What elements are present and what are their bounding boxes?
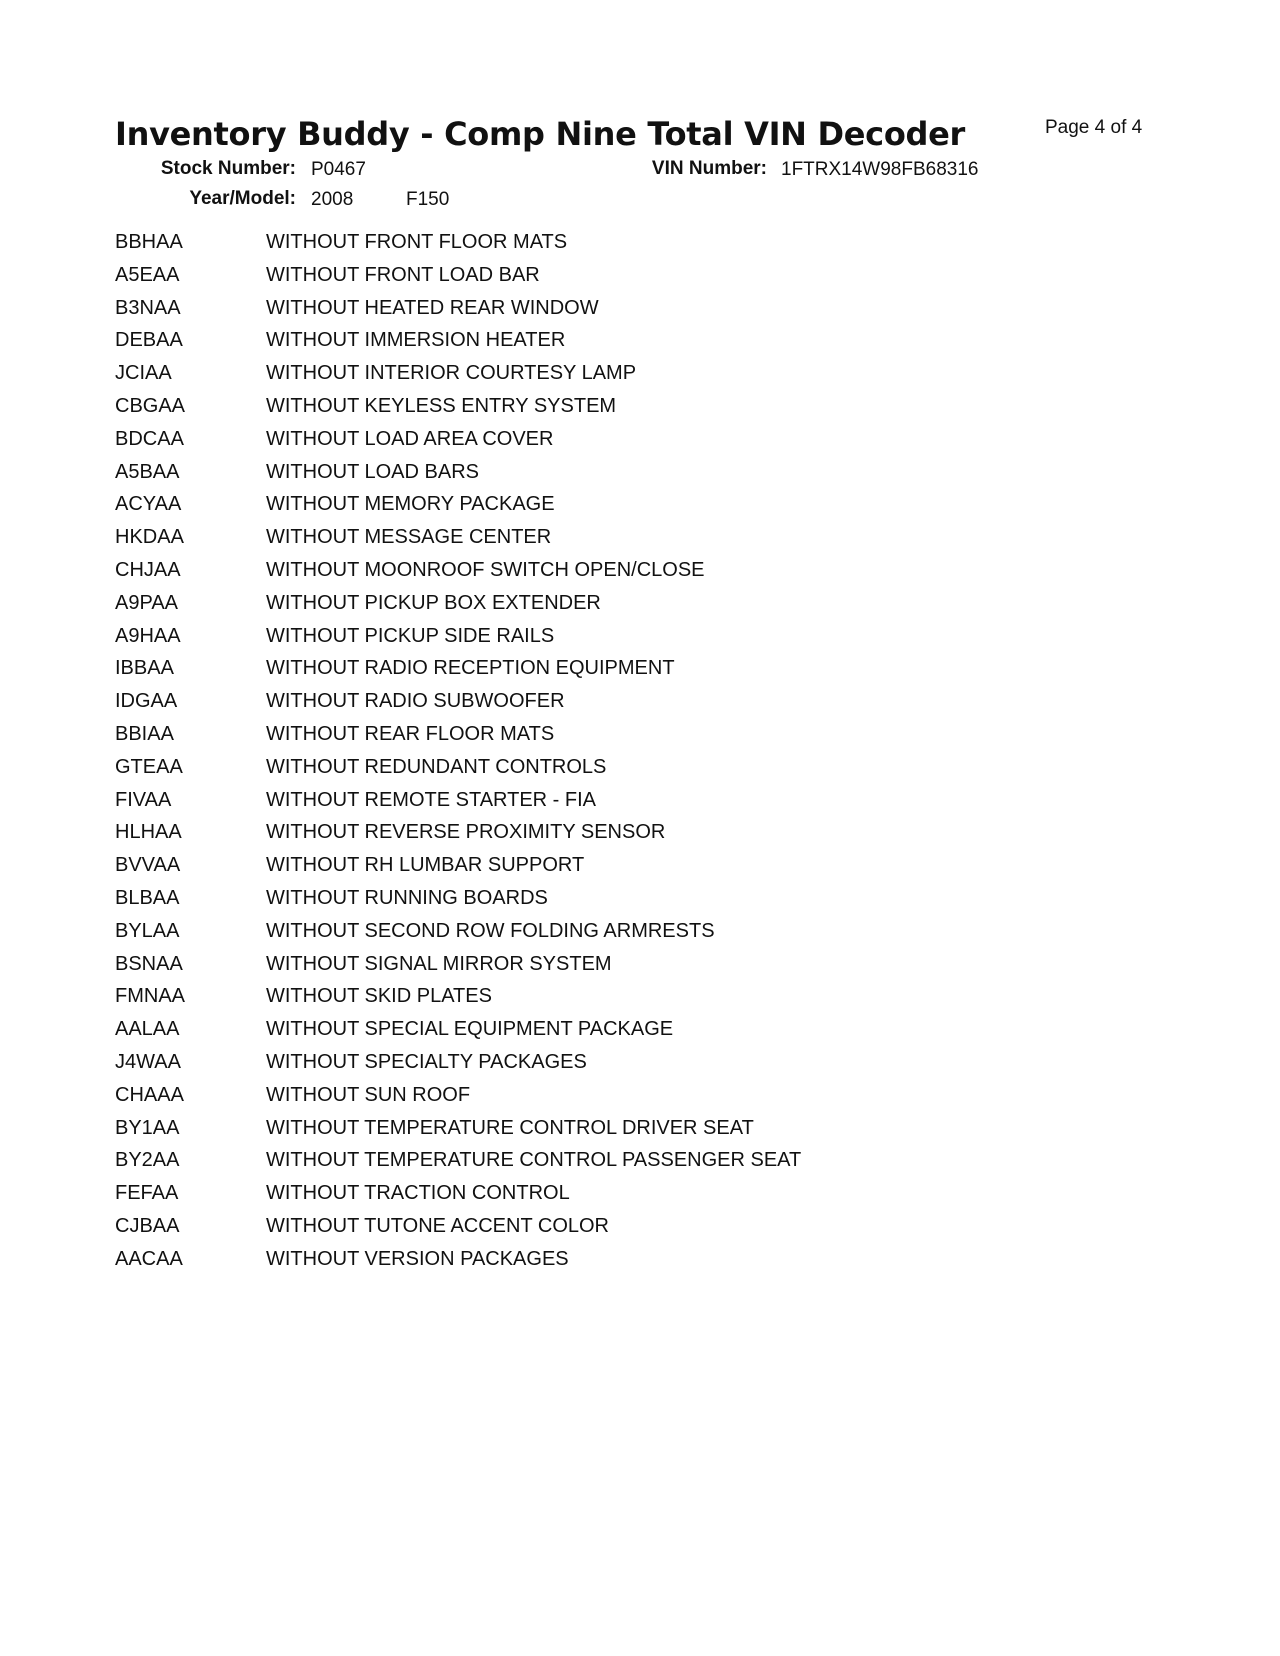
list-item — [115, 1050, 801, 1083]
list-item — [115, 624, 801, 657]
list-item — [115, 263, 801, 296]
option-description: WITHOUT RH LUMBAR SUPPORT — [266, 854, 585, 877]
list-item — [115, 1247, 801, 1280]
option-description: WITHOUT REAR FLOOR MATS — [266, 722, 555, 745]
option-code: ACYAA — [115, 493, 182, 516]
option-description: WITHOUT IMMERSION HEATER — [266, 329, 566, 352]
page-indicator: Page 4 of 4 — [1045, 117, 1143, 138]
year-model-label: Year/Model: — [189, 188, 296, 209]
list-item — [115, 361, 801, 394]
option-description: WITHOUT RADIO SUBWOOFER — [266, 690, 565, 713]
option-code: BYLAA — [115, 919, 180, 942]
option-code: J4WAA — [115, 1050, 181, 1073]
option-code: BDCAA — [115, 427, 184, 450]
option-description: WITHOUT RADIO RECEPTION EQUIPMENT — [266, 657, 675, 680]
stock-number-label: Stock Number: — [160, 158, 296, 179]
list-item — [115, 1083, 801, 1116]
option-description: WITHOUT LOAD AREA COVER — [266, 427, 554, 450]
list-item — [115, 984, 801, 1017]
list-item — [115, 230, 801, 263]
option-description: WITHOUT RUNNING BOARDS — [266, 886, 548, 909]
option-description: WITHOUT MEMORY PACKAGE — [266, 493, 555, 516]
option-description: WITHOUT SPECIAL EQUIPMENT PACKAGE — [266, 1018, 674, 1041]
option-description: WITHOUT MESSAGE CENTER — [266, 526, 552, 549]
option-code: BSNAA — [115, 952, 183, 975]
option-code: IBBAA — [115, 657, 174, 680]
option-code: IDGAA — [115, 690, 178, 713]
list-item — [115, 919, 801, 952]
option-description: WITHOUT SECOND ROW FOLDING ARMRESTS — [266, 919, 715, 942]
list-item — [115, 656, 801, 689]
option-code: HLHAA — [115, 821, 182, 844]
option-code: BLBAA — [115, 886, 180, 909]
list-item — [115, 1116, 801, 1149]
list-item — [115, 1148, 801, 1181]
vin-label: VIN Number: — [651, 158, 767, 179]
option-code: AALAA — [115, 1018, 180, 1041]
option-description: WITHOUT REMOTE STARTER - FIA — [266, 788, 596, 811]
list-item — [115, 886, 801, 919]
option-description: WITHOUT SKID PLATES — [266, 985, 492, 1008]
option-code: A9HAA — [115, 624, 181, 647]
list-item — [115, 591, 801, 624]
option-description: WITHOUT HEATED REAR WINDOW — [266, 296, 599, 319]
list-item — [115, 722, 801, 755]
option-code: BBHAA — [115, 231, 183, 253]
option-code: AACAA — [115, 1247, 183, 1270]
option-description: WITHOUT SUN ROOF — [266, 1083, 471, 1106]
list-item — [115, 1181, 801, 1214]
option-code: A9PAA — [115, 591, 178, 614]
list-item — [115, 394, 801, 427]
list-item — [115, 689, 801, 722]
option-description: WITHOUT TEMPERATURE CONTROL DRIVER SEAT — [266, 1116, 754, 1139]
option-code: CHAAA — [115, 1083, 184, 1106]
list-item — [115, 755, 801, 788]
option-code: BY2AA — [115, 1149, 180, 1172]
option-code: BVVAA — [115, 854, 181, 877]
option-description: WITHOUT FRONT FLOOR MATS — [266, 231, 568, 253]
option-code: HKDAA — [115, 526, 184, 549]
option-description: WITHOUT SIGNAL MIRROR SYSTEM — [266, 952, 612, 975]
option-description: WITHOUT INTERIOR COURTESY LAMP — [266, 362, 637, 385]
option-code: A5BAA — [115, 460, 180, 483]
option-code: FMNAA — [115, 985, 185, 1008]
option-description: WITHOUT REVERSE PROXIMITY SENSOR — [266, 821, 666, 844]
list-item — [115, 1017, 801, 1050]
option-code: GTEAA — [115, 755, 183, 778]
model-value: F150 — [406, 189, 450, 210]
option-description: WITHOUT LOAD BARS — [266, 460, 479, 483]
option-description: WITHOUT TRACTION CONTROL — [266, 1182, 570, 1205]
option-code: BBIAA — [115, 722, 174, 745]
option-description: WITHOUT FRONT LOAD BAR — [266, 263, 540, 286]
list-item — [115, 788, 801, 821]
page-title: Inventory Buddy - Comp Nine Total VIN Decoder — [115, 115, 966, 153]
year-value: 2008 — [311, 189, 354, 210]
option-code: BY1AA — [115, 1116, 180, 1139]
option-description: WITHOUT TUTONE ACCENT COLOR — [266, 1214, 609, 1237]
option-code: A5EAA — [115, 263, 180, 286]
list-item — [115, 427, 801, 460]
option-code: B3NAA — [115, 296, 181, 319]
stock-number-value: P0467 — [311, 159, 366, 180]
option-description: WITHOUT VERSION PACKAGES — [266, 1247, 569, 1270]
list-item — [115, 853, 801, 886]
vin-value: 1FTRX14W98FB68316 — [781, 159, 979, 180]
list-item — [115, 296, 801, 329]
option-description: WITHOUT SPECIALTY PACKAGES — [266, 1050, 587, 1073]
list-item — [115, 820, 801, 853]
list-item — [115, 328, 801, 361]
list-item — [115, 558, 801, 591]
option-code: CHJAA — [115, 558, 181, 581]
option-description: WITHOUT PICKUP BOX EXTENDER — [266, 591, 601, 614]
option-code: JCIAA — [115, 362, 172, 385]
option-description: WITHOUT REDUNDANT CONTROLS — [266, 755, 607, 778]
option-code: CJBAA — [115, 1214, 180, 1237]
option-code: FIVAA — [115, 788, 172, 811]
option-code: DEBAA — [115, 329, 183, 352]
options-list — [115, 230, 801, 1280]
option-code: FEFAA — [115, 1182, 179, 1205]
list-item — [115, 525, 801, 558]
option-description: WITHOUT MOONROOF SWITCH OPEN/CLOSE — [266, 558, 705, 581]
list-item — [115, 492, 801, 525]
option-description: WITHOUT TEMPERATURE CONTROL PASSENGER SEAT — [266, 1149, 802, 1172]
option-description: WITHOUT PICKUP SIDE RAILS — [266, 624, 555, 647]
option-code: CBGAA — [115, 394, 186, 417]
list-item — [115, 1214, 801, 1247]
option-description: WITHOUT KEYLESS ENTRY SYSTEM — [266, 394, 617, 417]
list-item — [115, 952, 801, 985]
list-item — [115, 460, 801, 493]
